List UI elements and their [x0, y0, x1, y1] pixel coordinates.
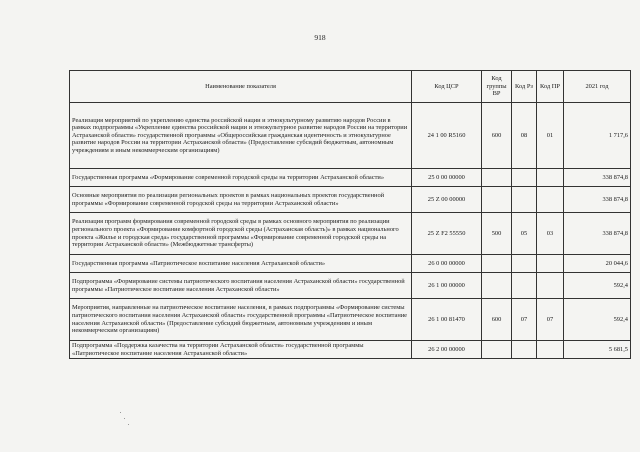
row-vr — [482, 187, 512, 213]
row-rz — [512, 341, 537, 359]
row-sum: 20 044,6 — [564, 255, 631, 273]
row-rz: 08 — [512, 103, 537, 169]
row-csr: 26 2 00 00000 — [412, 341, 482, 359]
table-row — [70, 213, 631, 255]
row-sum: 5 681,5 — [564, 341, 631, 359]
row-name: Мероприятия, направленные на патриотическое воспитание населения, в рамках подпрограммы «Формирование системы патриотического воспитания населения Астраханской области» государственной программы «Патриотическое воспитание населения Астраханской области» (Предоставление субсидий бюджетным, автономным учреждениям и иным некоммерческим организациям) — [70, 299, 412, 341]
row-sum: 592,4 — [564, 299, 631, 341]
row-rz: 05 — [512, 213, 537, 255]
row-csr: 24 1 00 R5160 — [412, 103, 482, 169]
row-pr — [537, 255, 564, 273]
row-rz — [512, 187, 537, 213]
row-sum: 1 717,6 — [564, 103, 631, 169]
row-csr: 25 Z 00 00000 — [412, 187, 482, 213]
header-name: Наименование показателя — [70, 71, 412, 103]
row-vr — [482, 255, 512, 273]
header-pr: Код ПР — [537, 71, 564, 103]
row-pr: 03 — [537, 213, 564, 255]
row-rz: 07 — [512, 299, 537, 341]
row-name: Подпрограмма «Формирование системы патриотического воспитания населения Астраханской области» государственной программы «Патриотическое воспитание населения Астраханской области» — [70, 273, 412, 299]
row-rz — [512, 273, 537, 299]
row-csr: 26 1 00 00000 — [412, 273, 482, 299]
table-row — [70, 273, 631, 299]
row-name: Реализация мероприятий по укреплению единства российской нации и этнокультурному развитию народов России в рамках подпрограммы «Укрепление единства российской нации и этнокультурное развитие народов России на территории Астраханской области» государственной программы «Общероссийская гражданская идентичность и этнокультурное развитие народов России на территории Астраханской области» (Предоставление субсидий бюджетным, автономным учреждениям и иным некоммерческим организациям) — [70, 103, 412, 169]
row-csr: 26 1 00 81470 — [412, 299, 482, 341]
table-row — [70, 169, 631, 187]
row-sum: 592,4 — [564, 273, 631, 299]
row-sum: 338 874,8 — [564, 169, 631, 187]
budget-table — [69, 70, 631, 359]
row-sum: 338 874,8 — [564, 213, 631, 255]
row-pr — [537, 187, 564, 213]
row-pr — [537, 341, 564, 359]
row-vr — [482, 341, 512, 359]
table-row — [70, 341, 631, 359]
header-rz: Код Рз — [512, 71, 537, 103]
row-name: Реализация программ формирования современной городской среды в рамках основного мероприятия по реализации регионального проекта «Формирование комфортной городской среды (Астраханская область)» в рамках национального проекта «Жилье и городская среда» государственной программы «Формирование современной городской среды на территории Астраханской области» (Межбюджетные трансферты) — [70, 213, 412, 255]
row-vr: 600 — [482, 299, 512, 341]
row-pr — [537, 273, 564, 299]
row-vr — [482, 169, 512, 187]
row-name: Государственная программа «Патриотическое воспитание населения Астраханской области» — [70, 255, 412, 273]
row-csr: 25 Z F2 55550 — [412, 213, 482, 255]
header-row — [70, 71, 631, 103]
header-vr: Код группы ВР — [482, 71, 512, 103]
table-row — [70, 187, 631, 213]
table-row — [70, 299, 631, 341]
row-pr: 01 — [537, 103, 564, 169]
row-rz — [512, 255, 537, 273]
row-rz — [512, 169, 537, 187]
row-csr: 25 0 00 00000 — [412, 169, 482, 187]
page-number: 918 — [314, 33, 326, 42]
row-name: Основные мероприятия по реализации региональных проектов в рамках национальных проектов государственной программы «Формирование современной городской среды на территории Астраханской области» — [70, 187, 412, 213]
row-vr: 500 — [482, 213, 512, 255]
table-row — [70, 103, 631, 169]
row-name: Государственная программа «Формирование современной городской среды на территории Астраханской области» — [70, 169, 412, 187]
row-pr: 07 — [537, 299, 564, 341]
table-row — [70, 255, 631, 273]
row-csr: 26 0 00 00000 — [412, 255, 482, 273]
row-name: Подпрограмма «Поддержка казачества на территории Астраханской области» государственной программы «Патриотическое воспитание населения Астраханской области» — [70, 341, 412, 359]
header-csr: Код ЦСР — [412, 71, 482, 103]
row-vr — [482, 273, 512, 299]
row-vr: 600 — [482, 103, 512, 169]
row-sum: 338 874,8 — [564, 187, 631, 213]
row-pr — [537, 169, 564, 187]
header-year: 2021 год — [564, 71, 631, 103]
